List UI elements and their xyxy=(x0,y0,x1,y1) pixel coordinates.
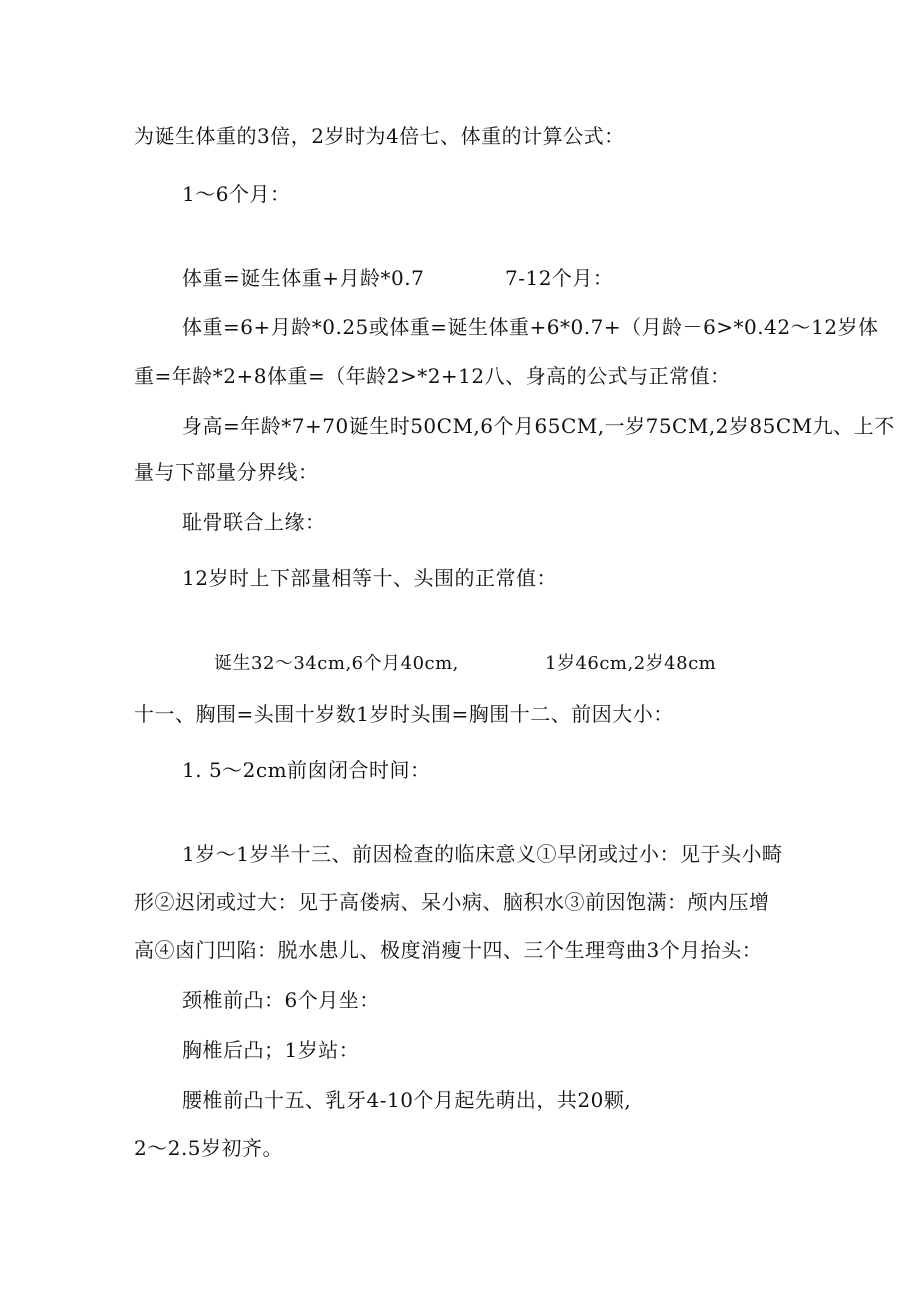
text-line-15: 高④卤门凹陷：脱水患儿、极度消瘦十四、三个生理弯曲3个月抬头： xyxy=(134,938,763,962)
text-line-17: 胸椎后凸；1岁站： xyxy=(182,1038,360,1062)
text-line-6: 身高=年龄*7+70诞生时50CM,6个月65CM,一岁75CM,2岁85CM九、上不 xyxy=(182,414,895,438)
text-line-4: 体重=6+月龄*0.25或体重=诞生体重+6*0.7+（月龄－6>*0.42～12岁体 xyxy=(182,315,879,339)
text-line-16: 颈椎前凸：6个月坐： xyxy=(182,988,380,1012)
text-line-12: 1. 5～2cm前囱闭合时间： xyxy=(182,758,431,782)
text-line-10b: 1岁46cm,2岁48cm xyxy=(545,653,717,674)
text-line-11: 十一、胸围=头围十岁数1岁时头围=胸围十二、前因大小： xyxy=(134,702,674,726)
text-line-7: 量与下部量分界线： xyxy=(134,460,319,484)
text-line-9: 12岁时上下部量相等十、头围的正常值： xyxy=(182,566,557,590)
text-line-10a: 诞生32～34cm,6个月40cm, xyxy=(214,653,459,674)
text-line-14: 形②迟闭或过大：见于高偻病、呆小病、脑积水③前因饱满：颅内压增 xyxy=(134,890,770,914)
text-line-19: 2～2.5岁初齐。 xyxy=(134,1136,284,1160)
text-line-3a: 体重=诞生体重+月龄*0.7 xyxy=(182,266,425,290)
text-line-8: 耻骨联合上缘： xyxy=(182,510,326,534)
text-line-2: 1～6个月： xyxy=(182,182,291,206)
text-line-13: 1岁～1岁半十三、前因检查的临床意义①早闭或过小：见于头小畸 xyxy=(182,842,783,866)
text-line-1: 为诞生体重的3倍，2岁时为4倍七、体重的计算公式： xyxy=(134,124,625,148)
text-line-18: 腰椎前凸十五、乳牙4-10个月起先萌出，共20颗, xyxy=(182,1088,632,1112)
text-line-3b: 7-12个月： xyxy=(505,266,614,290)
text-line-5: 重=年龄*2+8体重=（年龄2>*2+12八、身高的公式与正常值： xyxy=(134,364,731,388)
